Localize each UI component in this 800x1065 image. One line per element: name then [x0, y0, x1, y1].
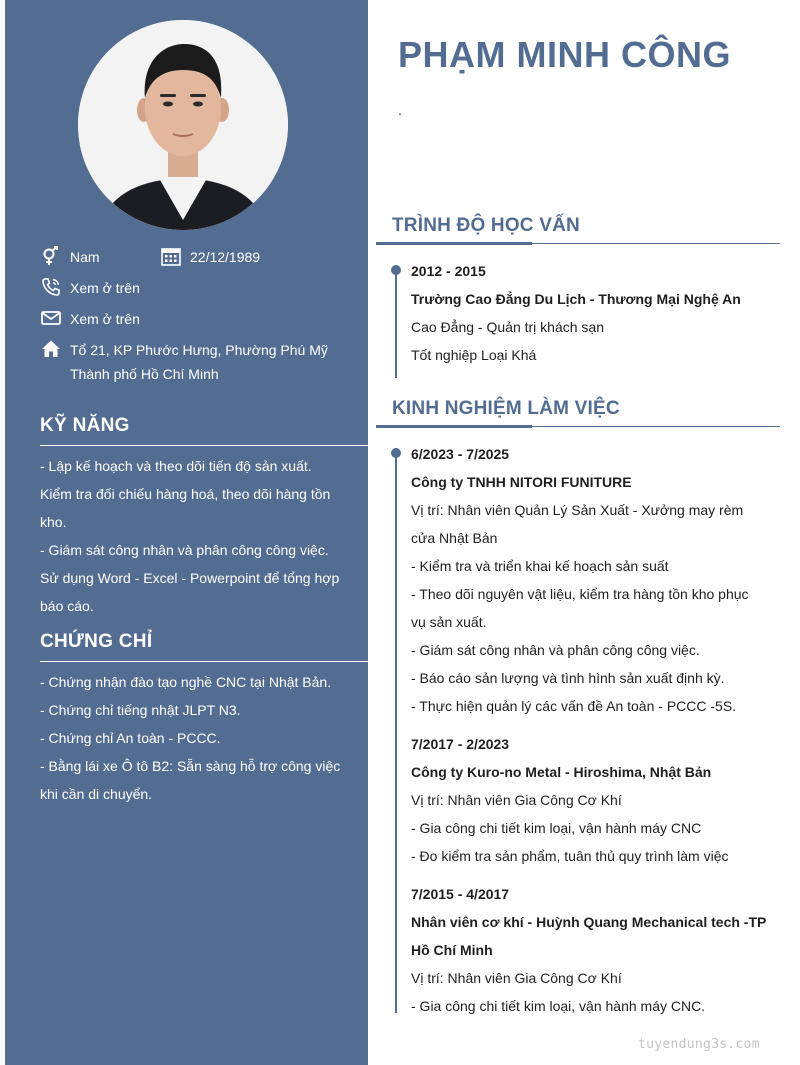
job-entry	[411, 880, 767, 1020]
experience-timeline	[395, 448, 397, 1013]
job-company: Nhân viên cơ khí - Huỳnh Quang Mechanical tech -TP	[411, 914, 767, 930]
certificate-line: khi cần di chuyển.	[40, 786, 153, 802]
skills-heading: KỸ NĂNG	[40, 415, 130, 436]
job-date: 7/2015 - 4/2017	[411, 886, 510, 902]
phone-row	[40, 276, 140, 300]
gender-row	[40, 245, 100, 269]
certificates-list	[40, 668, 350, 808]
job-line: vụ sản xuất.	[411, 614, 487, 630]
job-line: - Báo cáo sản lượng và tình hình sản xuất định kỳ.	[411, 670, 725, 686]
education-timeline-dot	[391, 265, 401, 275]
certificates-divider	[40, 661, 368, 662]
email-row	[40, 307, 140, 331]
skill-line: - Lập kế hoạch và theo dõi tiến độ sản xuất.	[40, 458, 312, 474]
candidate-name: PHẠM MINH CÔNG	[398, 34, 731, 75]
skills-divider	[40, 445, 368, 446]
address-line-2: Thành phố Hồ Chí Minh	[70, 366, 219, 382]
skill-line: báo cáo.	[40, 598, 94, 614]
address-line-1: Tổ 21, KP Phước Hưng, Phường Phú Mỹ	[70, 342, 328, 358]
job-line: - Thực hiện quản lý các vấn đề An toàn - PCCC -5S.	[411, 698, 737, 714]
job-line: cửa Nhật Bản	[411, 530, 498, 546]
summary-text: .	[398, 102, 402, 118]
job-entry	[411, 730, 753, 870]
gender-value: Nam	[70, 249, 100, 265]
education-major: Cao Đẳng - Quản trị khách sạn	[411, 319, 604, 335]
education-result: Tốt nghiệp Loại Khá	[411, 347, 537, 363]
profile-photo	[78, 20, 288, 230]
experience-heading: KINH NGHIỆM LÀM VIỆC	[392, 398, 620, 419]
job-line: - Gia công chi tiết kim loại, vận hành máy CNC.	[411, 998, 706, 1014]
job-date: 7/2017 - 2/2023	[411, 736, 510, 752]
address-row	[40, 338, 328, 386]
education-date: 2012 - 2015	[411, 263, 486, 279]
skill-line: - Giám sát công nhân và phân công công việc.	[40, 542, 329, 558]
job-line: - Đo kiểm tra sản phẩm, tuân thủ quy trình làm việc	[411, 848, 729, 864]
skill-line: Sử dụng Word - Excel - Powerpoint để tổng hợp	[40, 570, 340, 586]
skills-list	[40, 452, 350, 620]
job-company: Công ty TNHH NITORI FUNITURE	[411, 474, 632, 490]
education-heading: TRÌNH ĐỘ HỌC VẤN	[392, 215, 580, 236]
birthday-value: 22/12/1989	[190, 249, 261, 265]
phone-value: Xem ở trên	[70, 280, 140, 296]
birthday-row	[160, 245, 260, 269]
skill-line: kho.	[40, 514, 67, 530]
job-line: - Kiểm tra và triển khai kế hoạch sản suất	[411, 558, 669, 574]
job-line: - Giám sát công nhân và phân công công việc.	[411, 642, 700, 658]
job-line: - Theo dõi nguyên vật liệu, kiểm tra hàng tồn kho phục	[411, 586, 749, 602]
job-line: Vị trí: Nhân viên Quản Lý Sản Xuất - Xưởng may rèm	[411, 502, 744, 518]
education-timeline	[395, 265, 397, 378]
calendar-icon	[160, 245, 182, 267]
experience-timeline-dot	[391, 448, 401, 458]
certificate-line: - Chứng chỉ tiếng nhật JLPT N3.	[40, 702, 241, 718]
watermark: tuyendung3s.com	[638, 1037, 760, 1052]
certificate-line: - Bằng lái xe Ô tô B2: Sẵn sàng hỗ trợ công việc	[40, 758, 341, 774]
skill-line: Kiểm tra đối chiếu hàng hoá, theo dõi hàng tồn	[40, 486, 331, 502]
job-company: Công ty Kuro-no Metal - Hiroshima, Nhật Bản	[411, 764, 712, 780]
job-line: Vị trí: Nhân viên Gia Công Cơ Khí	[411, 970, 622, 986]
email-icon	[40, 307, 62, 329]
education-school: Trường Cao Đẳng Du Lịch - Thương Mại Nghệ An	[411, 291, 741, 307]
sidebar	[5, 0, 368, 1065]
certificate-line: - Chứng nhận đào tạo nghề CNC tại Nhật Bản.	[40, 674, 332, 690]
home-icon	[40, 338, 62, 360]
email-value: Xem ở trên	[70, 311, 140, 327]
education-entry	[411, 257, 753, 369]
certificate-line: - Chứng chỉ An toàn - PCCC.	[40, 730, 221, 746]
job-line: - Gia công chi tiết kim loại, vận hành máy CNC	[411, 820, 702, 836]
job-entry	[411, 440, 753, 720]
certificates-heading: CHỨNG CHỈ	[40, 631, 153, 652]
job-line: Vị trí: Nhân viên Gia Công Cơ Khí	[411, 792, 622, 808]
job-company-cont: Hồ Chí Minh	[411, 942, 493, 958]
experience-divider-accent	[376, 425, 532, 428]
gender-icon	[40, 245, 62, 267]
education-divider-accent	[376, 242, 532, 245]
phone-icon	[40, 276, 62, 298]
job-date: 6/2023 - 7/2025	[411, 446, 510, 462]
